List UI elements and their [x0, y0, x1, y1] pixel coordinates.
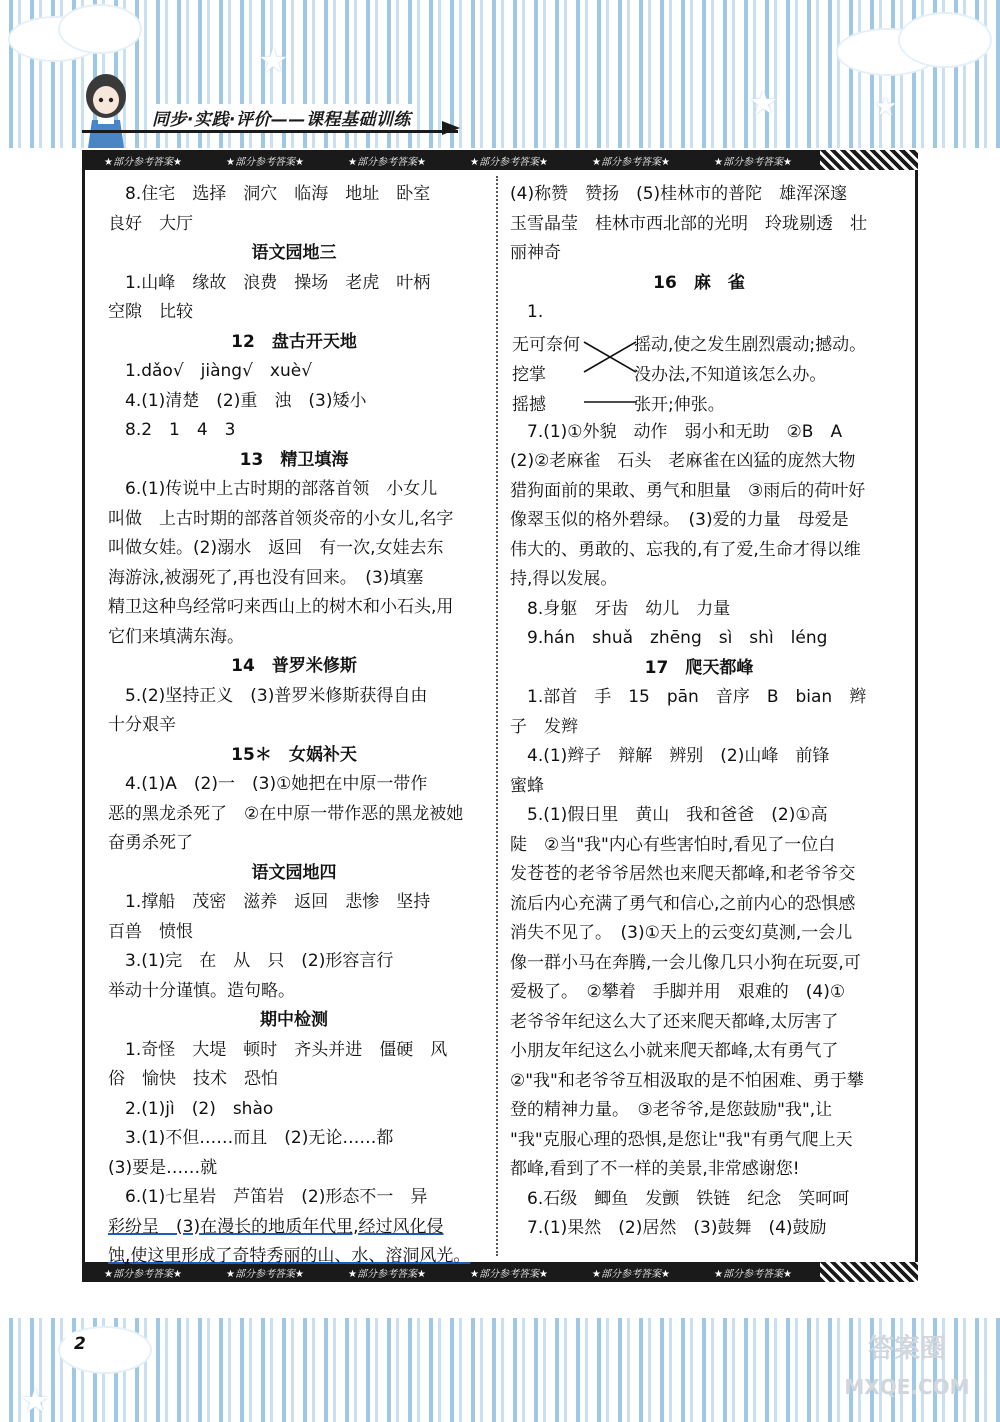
strip-label: ★部分参考答案★ [470, 1268, 548, 1280]
strip-label: ★部分参考答案★ [226, 156, 304, 168]
answer-line: 爱极了。 ②攀着 手脚并用 艰难的 (4)① [510, 982, 846, 1002]
watermark-text: 答案圈 [867, 1334, 946, 1364]
strip-label: ★部分参考答案★ [104, 156, 182, 168]
matching-word: 摇撼 [512, 394, 546, 415]
hatch-pattern [820, 1262, 918, 1282]
answer-line: 猎狗面前的果敢、勇气和胆量 ③雨后的荷叶好 [510, 480, 866, 501]
answer-line: 精卫这种鸟经常叼来西山上的树木和小石头,用 [108, 597, 454, 617]
underlined-answer: 彩纷呈 (3)在漫长的地质年代里,经过风化侵 [108, 1216, 444, 1237]
mascot-girl-icon [78, 70, 136, 150]
strip-label: ★部分参考答案★ [592, 156, 670, 168]
answer-line: 蜜蜂 [510, 775, 544, 796]
answer-line: 像翠玉似的格外碧绿。 (3)爱的力量 母爱是 [510, 510, 849, 530]
answer-line: 7.(1)果然 (2)居然 (3)鼓舞 (4)鼓励 [510, 1218, 827, 1238]
answer-line: 1.山峰 缘故 浪费 操场 老虎 叶柄 [108, 272, 431, 293]
answer-line: 5.(2)坚持正义 (3)普罗米修斯获得自由 [108, 685, 428, 706]
answer-line: 6.(1)传说中上古时期的部落首领 小女儿 [108, 479, 438, 499]
section-heading: 17 爬天都峰 [644, 657, 754, 678]
answer-line: 8.2 1 4 3 [108, 420, 236, 440]
answer-line: 6.(1)七星岩 芦笛岩 (2)形态不一 异 [108, 1187, 428, 1207]
answer-line: 十分艰辛 [108, 715, 176, 735]
answer-line: 举动十分谨慎。造句略。 [108, 980, 295, 1001]
strip-label: ★部分参考答案★ [592, 1268, 670, 1280]
section-heading: 13 精卫填海 [239, 449, 349, 470]
answer-line: 叫做女娃。(2)溺水 返回 有一次,女娃去东 [108, 538, 444, 558]
header-arrow-icon [442, 121, 460, 135]
answer-line: 玉雪晶莹 桂林市西北部的光明 玲珑剔透 壮 [510, 213, 867, 234]
watermark-url: MXQE.COM [844, 1375, 970, 1399]
section-heading: 16 麻 雀 [653, 272, 745, 293]
section-heading: 12 盘古开天地 [231, 331, 357, 352]
answer-line: 1.dǎo√ jiàng√ xuè√ [108, 361, 313, 381]
answer-line: 7.(1)①外貌 动作 弱小和无助 ②B A [510, 421, 843, 442]
answer-line: 恶的黑龙杀死了 ②在中原一带作恶的黑龙被她 [108, 803, 464, 824]
section-heading: 语文园地三 [251, 243, 337, 263]
cloud-shape [900, 14, 990, 66]
answer-line: "我"克服心理的恐惧,是您让"我"有勇气爬上天 [510, 1129, 853, 1150]
answer-line: 叫做 上古时期的部落首领炎帝的小女儿,名字 [108, 508, 454, 529]
strip-label: ★部分参考答案★ [470, 156, 548, 168]
answer-line: (2)②老麻雀 石头 老麻雀在凶猛的庞然大物 [510, 451, 856, 471]
answer-line: 4.(1)清楚 (2)重 浊 (3)矮小 [108, 390, 367, 411]
answer-line: 良好 大厅 [108, 213, 193, 234]
right-column-part-b [510, 418, 888, 1244]
column-divider [496, 176, 500, 1256]
answer-line: 小朋友年纪这么小就来爬天都峰,太有勇气了 [510, 1041, 839, 1061]
answer-line: 3.(1)完 在 从 只 (2)形容言行 [108, 951, 394, 971]
matching-definition: 摇动,使之发生剧烈震动;撼动。 [634, 334, 867, 355]
answer-line [108, 1242, 480, 1272]
answer-line: (3)要是……就 [108, 1157, 218, 1178]
answer-line: 1.奇怪 大堤 顿时 齐头并进 僵硬 风 [108, 1039, 448, 1060]
strip-label: ★部分参考答案★ [714, 1268, 792, 1280]
matching-word: 挖掌 [512, 364, 546, 385]
answer-line: 消失不见了。 (3)①天上的云变幻莫测,一会儿 [510, 923, 853, 943]
matching-definition: 没办法,不知道该怎么办。 [634, 364, 827, 385]
watermark-logo [832, 1330, 982, 1410]
cloud-shape [60, 6, 140, 52]
star-icon: ★ [20, 1381, 51, 1421]
answer-line: 子 发辫 [510, 716, 578, 737]
answer-line: 百兽 愤恨 [108, 921, 193, 942]
matching-exercise [510, 328, 888, 418]
answer-line: 8.身躯 牙齿 幼儿 力量 [510, 598, 731, 619]
hatch-pattern [820, 150, 918, 170]
answer-line: 俗 愉快 技术 恐怕 [108, 1069, 278, 1089]
answer-line: 2.(1)jì (2) shào [108, 1098, 274, 1119]
answer-line: 它们来填满东海。 [108, 626, 244, 647]
matching-word: 无可奈何 [512, 334, 580, 355]
right-answer-column [510, 180, 888, 1244]
answer-line: 6.石级 鲫鱼 发颤 铁链 纪念 笑呵呵 [510, 1188, 850, 1209]
answer-line: 奋勇杀死了 [108, 833, 193, 853]
answer-line: 老爷爷年纪这么大了还来爬天都峰,太厉害了 [510, 1011, 839, 1032]
header-rule [82, 130, 458, 133]
answer-line: (4)称赞 赞扬 (5)桂林市的普陀 雄浑深邃 [510, 184, 848, 204]
answer-line: 8.住宅 选择 洞穴 临海 地址 卧室 [108, 184, 431, 204]
strip-label: ★部分参考答案★ [104, 1268, 182, 1280]
answer-line: 流后内心充满了勇气和信心,之前内心的恐惧感 [510, 893, 856, 914]
right-column-part-a [510, 180, 888, 328]
answer-line: 1.部首 手 15 pān 音序 B bian 辫 [510, 687, 867, 707]
strip-label: ★部分参考答案★ [348, 156, 426, 168]
header-title: 同步·实践·评价——课程基础训练 [148, 104, 415, 131]
answer-line: 1. [510, 302, 544, 322]
answer-line: 陡 ②当"我"内心有些害怕时,看见了一位白 [510, 834, 836, 855]
section-heading: 15＊ 女娲补天 [231, 744, 357, 765]
answer-line: 空隙 比较 [108, 302, 193, 322]
answer-line: 丽神奇 [510, 243, 561, 263]
answer-line: 4.(1)A (2)一 (3)①她把在中原一带作 [108, 774, 428, 794]
answer-line: 4.(1)辫子 辩解 辨别 (2)山峰 前锋 [510, 746, 830, 766]
star-icon: ★ [258, 41, 289, 81]
section-heading: 期中检测 [260, 1010, 328, 1030]
answer-line: 登的精神力量。 ③老爷爷,是您鼓励"我",让 [510, 1100, 833, 1120]
answer-line: 9.hán shuǎ zhēng sì shì léng [510, 628, 828, 648]
strip-label: ★部分参考答案★ [226, 1268, 304, 1280]
answer-line: 1.撑船 茂密 滋养 返回 悲惨 坚持 [108, 892, 431, 912]
page-number: 2 [64, 1332, 96, 1356]
answer-line: 伟大的、勇敢的、忘我的,有了爱,生命才得以维 [510, 539, 861, 560]
answer-line: 3.(1)不但……而且 (2)无论……都 [108, 1128, 394, 1148]
answer-line: 都峰,看到了不一样的美景,非常感谢您! [510, 1159, 800, 1179]
section-heading: 语文园地四 [251, 862, 337, 883]
matching-definition: 张开;伸张。 [634, 394, 725, 415]
answer-line [108, 1213, 480, 1243]
answer-line: 5.(1)假日里 黄山 我和爸爸 (2)①高 [510, 805, 828, 825]
strip-label: ★部分参考答案★ [348, 1268, 426, 1280]
answer-line: 发苍苍的老爷爷居然也来爬天都峰,和老爷爷交 [510, 864, 856, 884]
section-heading: 14 普罗米修斯 [231, 656, 357, 676]
star-icon: ★ [748, 83, 779, 123]
answer-line: 海游泳,被溺死了,再也没有回来。 (3)填塞 [108, 567, 424, 588]
answer-line: 像一群小马在奔腾,一会儿像几只小狗在玩耍,可 [510, 952, 861, 973]
answer-line: ②"我"和老爷爷互相汲取的是不怕困难、勇于攀 [510, 1070, 864, 1091]
star-icon: ★ [874, 92, 898, 122]
left-answer-column [108, 180, 480, 1272]
answer-line: 持,得以发展。 [510, 569, 618, 589]
underlined-answer: 蚀,使这里形成了奇特秀丽的山、水、溶洞风光。 [108, 1246, 471, 1266]
strip-label: ★部分参考答案★ [714, 156, 792, 168]
top-label-strip [82, 150, 918, 170]
